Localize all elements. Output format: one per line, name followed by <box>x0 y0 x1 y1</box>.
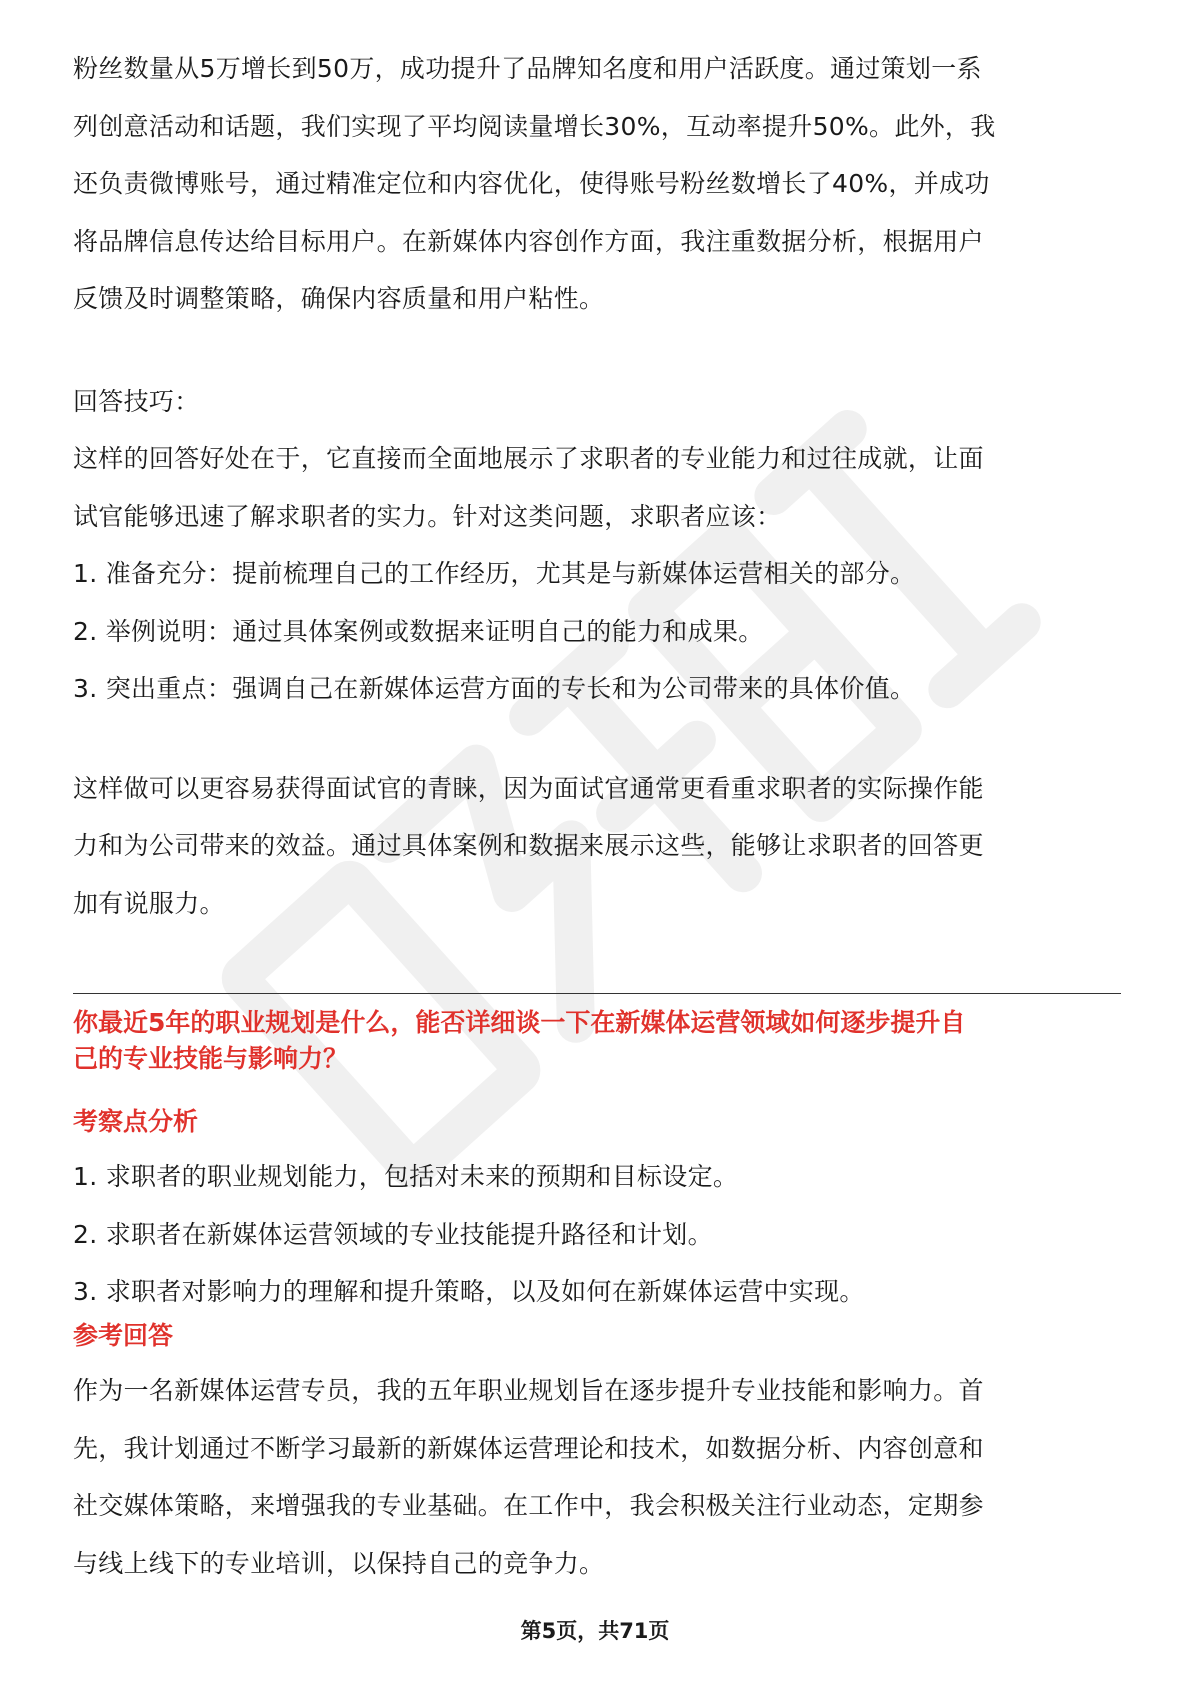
intro-line: 列创意活动和话题，我们实现了平均阅读量增长30%，互动率提升50%。此外，我 <box>73 111 996 141</box>
intro-line: 粉丝数量从5万增长到50万，成功提升了品牌知名度和用户活跃度。通过策划一系 <box>73 54 982 83</box>
tips-list-item: 3. 突出重点：强调自己在新媒体运营方面的专长和为公司带来的具体价值。 <box>73 674 916 703</box>
intro-line: 将品牌信息传达给目标用户。在新媒体内容创作方面，我注重数据分析，根据用户 <box>73 226 984 256</box>
closing-line: 加有说服力。 <box>73 888 225 918</box>
page-number: 第5页，共71页 <box>520 1619 670 1643</box>
answer-section <box>73 1318 1123 1592</box>
tips-section <box>73 373 1123 718</box>
analysis-section <box>73 1104 1123 1321</box>
question-line: 你最近5年的职业规划是什么，能否详细谈一下在新媒体运营领域如何逐步提升自 <box>73 1008 966 1037</box>
answer-line: 与线上线下的专业培训，以保持自己的竞争力。 <box>73 1548 605 1578</box>
question-line: 己的专业技能与影响力？ <box>73 1044 349 1073</box>
spacer <box>73 718 1123 760</box>
intro-line: 反馈及时调整策略，确保内容质量和用户粘性。 <box>73 284 605 313</box>
tips-line: 这样的回答好处在于，它直接而全面地展示了求职者的专业能力和过往成就，让面 <box>73 444 984 473</box>
closing-line: 这样做可以更容易获得面试官的青睐，因为面试官通常更看重求职者的实际操作能 <box>73 773 984 803</box>
tips-list-item: 1. 准备充分：提前梳理自己的工作经历，尤其是与新媒体运营相关的部分。 <box>73 559 916 588</box>
analysis-list-item: 2. 求职者在新媒体运营领域的专业技能提升路径和计划。 <box>73 1219 713 1249</box>
answer-line: 作为一名新媒体运营专员，我的五年职业规划旨在逐步提升专业技能和影响力。首 <box>73 1376 984 1405</box>
answer-line: 先，我计划通过不断学习最新的新媒体运营理论和技术，如数据分析、内容创意和 <box>73 1433 984 1463</box>
interview-question <box>73 1005 1133 1077</box>
tips-closing <box>73 760 1123 933</box>
analysis-heading: 考察点分析 <box>73 1107 199 1136</box>
section-divider <box>73 993 1121 994</box>
analysis-list-item: 3. 求职者对影响力的理解和提升策略，以及如何在新媒体运营中实现。 <box>73 1277 865 1306</box>
analysis-list-item: 1. 求职者的职业规划能力，包括对未来的预期和目标设定。 <box>73 1162 739 1191</box>
intro-line: 还负责微博账号，通过精准定位和内容优化，使得账号粉丝数增长了40%，并成功 <box>73 169 990 198</box>
answer-heading: 参考回答 <box>73 1321 174 1350</box>
answer-line: 社交媒体策略，来增强我的专业基础。在工作中，我会积极关注行业动态，定期参 <box>73 1491 984 1520</box>
closing-line: 力和为公司带来的效益。通过具体案例和数据来展示这些，能够让求职者的回答更 <box>73 831 984 860</box>
tips-list-item: 2. 举例说明：通过具体案例或数据来证明自己的能力和成果。 <box>73 616 764 646</box>
tips-heading: 回答技巧： <box>73 386 200 416</box>
document-body <box>73 40 1123 932</box>
intro-section <box>73 40 1123 328</box>
spacer <box>73 328 1123 373</box>
tips-line: 试官能够迅速了解求职者的实力。针对这类问题，求职者应该： <box>73 501 782 531</box>
